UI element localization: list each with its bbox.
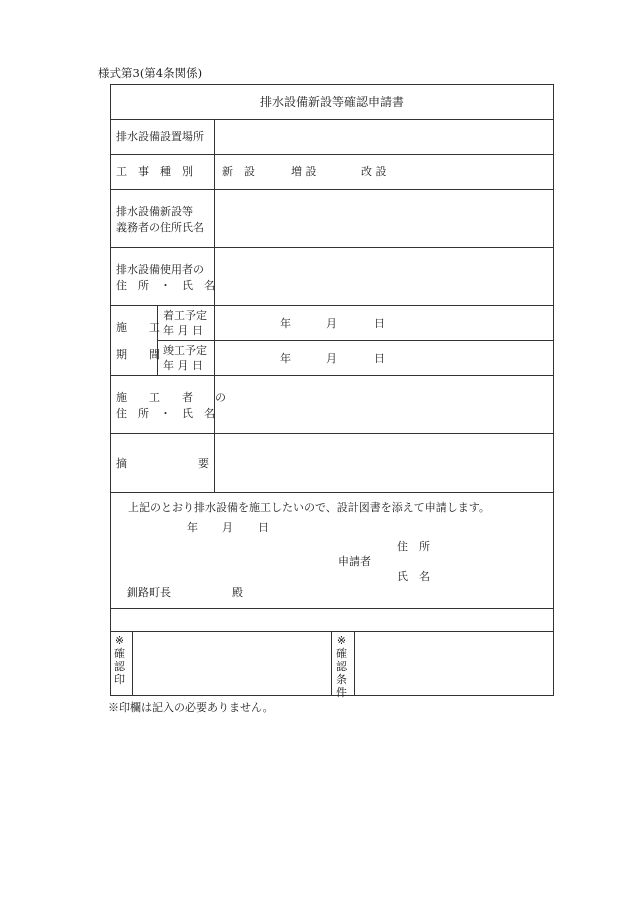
work-type-add[interactable]: 増 設 bbox=[291, 165, 317, 178]
row-divider bbox=[110, 608, 554, 609]
footnote: ※印欄は記入の必要ありません。 bbox=[108, 701, 274, 714]
stamp-label-char: 認 bbox=[114, 660, 125, 673]
row-divider bbox=[110, 154, 554, 155]
applicant-address-label: 住 所 bbox=[397, 540, 430, 553]
user-label-line2: 住 所 ・ 氏 名 bbox=[116, 279, 215, 292]
end-month: 月 bbox=[326, 352, 337, 365]
form-number-label: 様式第3(第4条関係) bbox=[98, 66, 203, 80]
start-year: 年 bbox=[280, 317, 291, 330]
row-divider bbox=[110, 492, 554, 493]
contractor-field[interactable] bbox=[215, 376, 553, 433]
end-date-field[interactable] bbox=[215, 341, 553, 375]
column-divider bbox=[157, 305, 158, 375]
summary-label-char1: 摘 bbox=[116, 457, 127, 470]
declaration-day: 日 bbox=[258, 521, 269, 534]
work-type-modify[interactable]: 改 設 bbox=[361, 165, 387, 178]
confirmation-stamp-label bbox=[113, 634, 126, 686]
location-label: 排水設備設置場所 bbox=[116, 130, 204, 143]
end-year: 年 bbox=[280, 352, 291, 365]
form-title: 排水設備新設等確認申請書 bbox=[259, 95, 404, 109]
obligor-label-line1: 排水設備新設等 bbox=[116, 205, 193, 218]
user-label-line1: 排水設備使用者の bbox=[116, 263, 204, 276]
addressee-honorific: 殿 bbox=[232, 586, 243, 599]
stamp-label-char: 確 bbox=[114, 647, 125, 660]
start-date-label-line1: 着工予定 bbox=[163, 309, 207, 322]
user-field[interactable] bbox=[215, 248, 553, 305]
work-type-label: 工 事 種 別 bbox=[116, 165, 193, 178]
confirmation-conditions-label bbox=[335, 634, 348, 699]
work-type-new[interactable]: 新 設 bbox=[222, 165, 255, 178]
declaration-year: 年 bbox=[187, 521, 198, 534]
period-label-line2: 期 間 bbox=[116, 348, 160, 361]
confirmation-stamp-field[interactable] bbox=[133, 632, 331, 695]
summary-label-char2: 要 bbox=[198, 457, 209, 470]
stamp-label-char: ※ bbox=[114, 634, 125, 647]
condition-label-char: 条 bbox=[336, 673, 347, 686]
addressee: 釧路町長 bbox=[127, 586, 171, 599]
applicant-name-label: 氏 名 bbox=[397, 570, 430, 583]
start-month: 月 bbox=[326, 317, 337, 330]
contractor-label-line2: 住 所 ・ 氏 名 bbox=[116, 407, 215, 420]
stamp-label-char: 印 bbox=[114, 673, 125, 686]
start-date-field[interactable] bbox=[215, 306, 553, 340]
obligor-label-line2: 義務者の住所氏名 bbox=[116, 221, 204, 234]
condition-label-char: 件 bbox=[336, 686, 347, 699]
start-day: 日 bbox=[374, 317, 385, 330]
declaration-text: 上記のとおり排水設備を施工したいので、設計図書を添えて申請します。 bbox=[128, 501, 490, 514]
condition-label-char: 確 bbox=[336, 647, 347, 660]
end-date-label-line2: 年 月 日 bbox=[163, 359, 203, 372]
obligor-field[interactable] bbox=[215, 190, 553, 247]
start-date-label-line2: 年 月 日 bbox=[163, 324, 203, 337]
column-divider bbox=[331, 631, 332, 696]
confirmation-conditions-field[interactable] bbox=[355, 632, 553, 695]
condition-label-char: ※ bbox=[336, 634, 347, 647]
condition-label-char: 認 bbox=[336, 660, 347, 673]
end-day: 日 bbox=[374, 352, 385, 365]
location-field[interactable] bbox=[215, 120, 553, 154]
summary-field[interactable] bbox=[215, 434, 553, 492]
contractor-label-line1: 施 工 者 の bbox=[116, 391, 226, 404]
declaration-month: 月 bbox=[222, 521, 233, 534]
period-label-line1: 施 工 bbox=[116, 321, 160, 334]
applicant-label: 申請者 bbox=[338, 555, 371, 568]
end-date-label-line1: 竣工予定 bbox=[163, 344, 207, 357]
